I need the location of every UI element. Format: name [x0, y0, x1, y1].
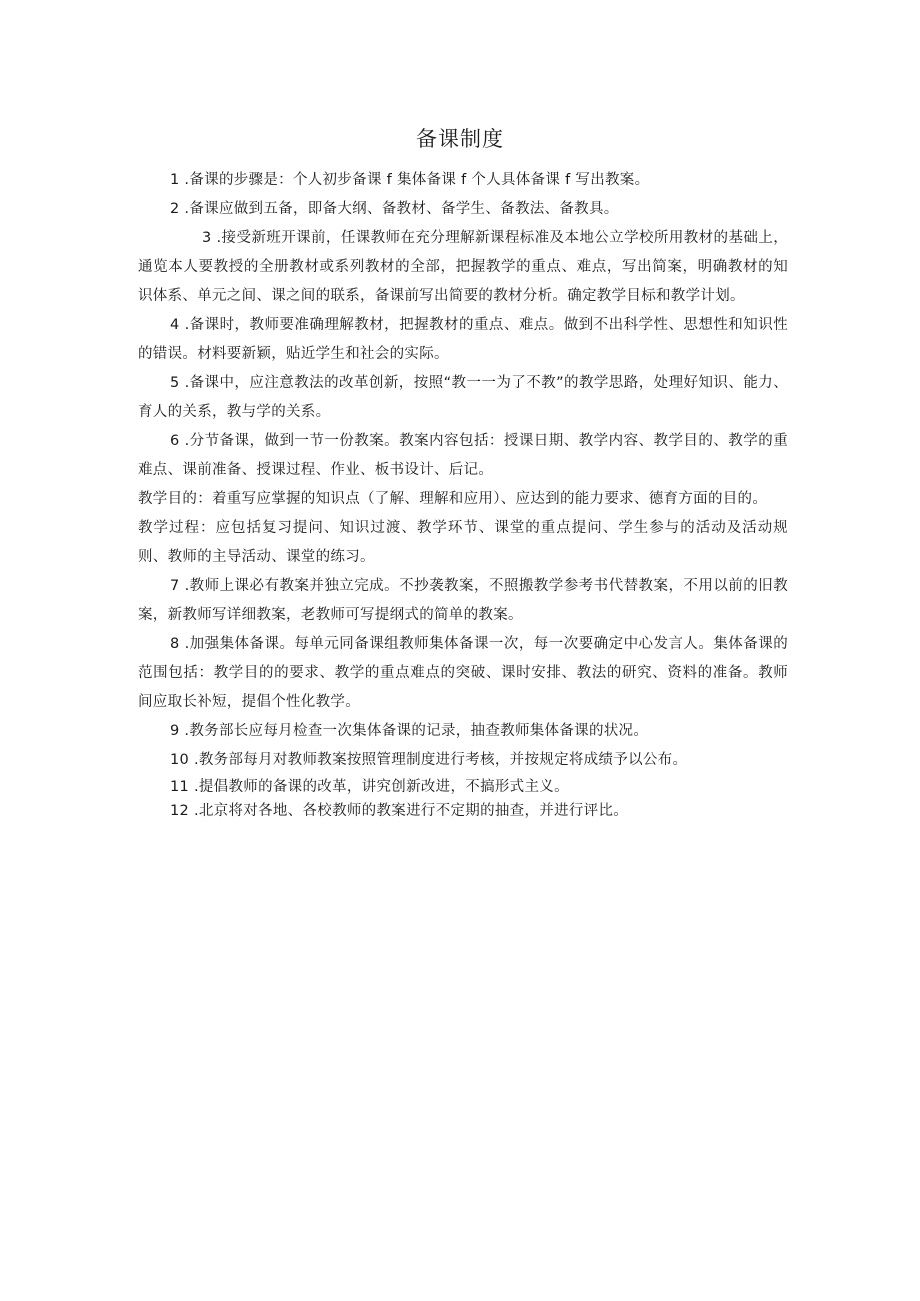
paragraph-9: 9 .教务部长应每月检查一次集体备课的记录，抽查教师集体备课的状况。: [170, 723, 649, 739]
paragraph-10: 10 .教务部每月对教师教案按照管理制度进行考核，并按规定将成绩予以公布。: [170, 752, 688, 768]
paragraph-7: 7 .教师上课必有教案并独立完成。不抄袭教案，不照搬教学参考书代替教案，不用以前的旧教案，新教师写详细教案，老教师可写提纲式的简单的教案。: [138, 578, 788, 623]
document-title: 备课制度: [416, 127, 504, 151]
paragraph-2: 2 .备课应做到五备，即备大纲、备教材、备学生、备教法、备教具。: [170, 201, 619, 217]
paragraph-12: 12 .北京将对各地、各校教师的教案进行不定期的抽查，并进行评比。: [170, 803, 629, 819]
paragraph-teaching-process: 教学过程：应包括复习提问、知识过渡、教学环节、课堂的重点提问、学生参与的活动及活动规则、教师的主导活动、课堂的练习。: [138, 520, 788, 565]
document-body: [138, 166, 788, 823]
paragraph-4: 4 .备课时，教师要准确理解教材，把握教材的重点、难点。做到不出科学性、思想性和知识性的错误。材料要新颖，贴近学生和社会的实际。: [138, 317, 788, 362]
paragraph-3: 3 .接受新班开课前，任课教师在充分理解新课程标准及本地公立学校所用教材的基础上，通览本人要教授的全册教材或系列教材的全部，把握教学的重点、难点，写出简案，明确教材的知识体系、单元之间、课之间的联系，备课前写出简要的教材分析。确定教学目标和教学计划。: [138, 230, 788, 304]
paragraph-teaching-goals: 教学目的：着重写应掌握的知识点（了解、理解和应用）、应达到的能力要求、德育方面的目的。: [138, 491, 768, 507]
paragraph-6: 6 .分节备课，做到一节一份教案。教案内容包括：授课日期、教学内容、教学目的、教学的重难点、课前准备、授课过程、作业、板书设计、后记。: [138, 433, 788, 478]
paragraph-8: 8 .加强集体备课。每单元同备课组教师集体备课一次，每一次要确定中心发言人。集体备课的范围包括：教学目的的要求、教学的重点难点的突破、课时安排、教法的研究、资料的准备。教师间应取长补短，提倡个性化教学。: [138, 636, 788, 710]
paragraph-5: 5 .备课中，应注意教法的改革创新，按照“教一一为了不教”的教学思路，处理好知识、能力、育人的关系，教与学的关系。: [138, 375, 788, 420]
paragraph-11: 11 .提倡教师的备课的改革，讲究创新改进，不搞形式主义。: [170, 779, 569, 795]
paragraph-1: 1 .备课的步骤是：个人初步备课 f 集体备课 f 个人具体备课 f 写出教案。: [170, 172, 650, 188]
